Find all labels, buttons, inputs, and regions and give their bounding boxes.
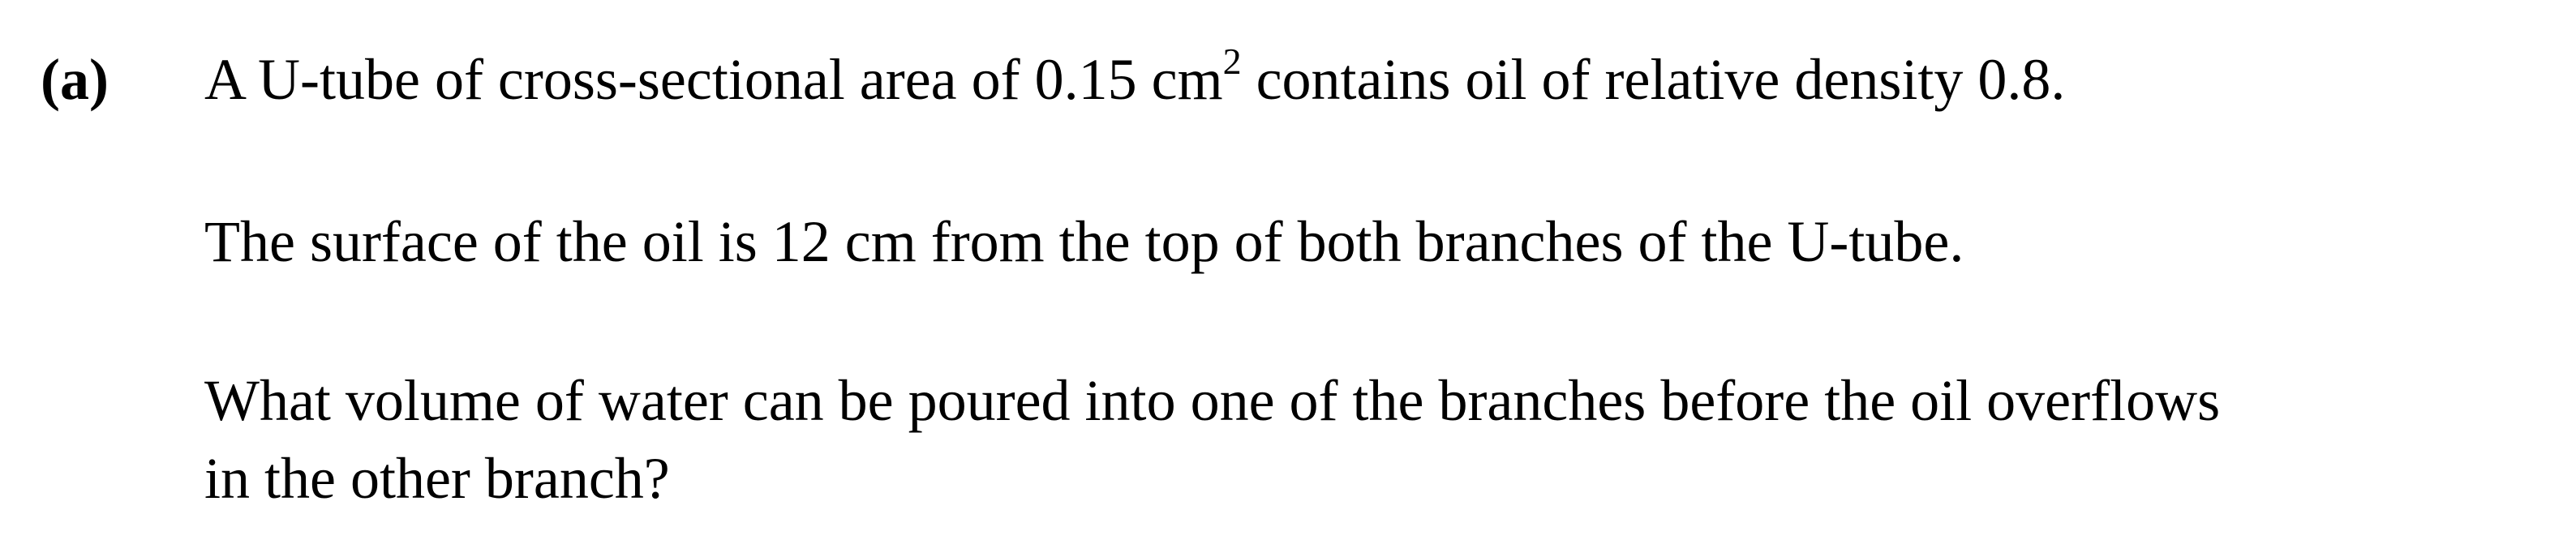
paragraph-3-line-2: in the other branch? xyxy=(204,446,670,511)
paragraph-1-text-end: contains oil of relative density 0.8. xyxy=(1241,47,2066,112)
question-part-label: (a) xyxy=(41,47,109,112)
area-unit-superscript: 2 xyxy=(1222,41,1242,82)
question-paragraph-1 xyxy=(204,41,2065,118)
question-paragraph-3 xyxy=(204,362,2220,517)
question-paragraph-2: The surface of the oil is 12 cm from the top of both branches of the U-tube. xyxy=(204,209,1964,274)
paragraph-3-line-1: What volume of water can be poured into one of the branches before the oil overflows xyxy=(204,368,2221,433)
paragraph-1-text-start: A U-tube of cross-sectional area of 0.15 cm xyxy=(204,47,1223,112)
